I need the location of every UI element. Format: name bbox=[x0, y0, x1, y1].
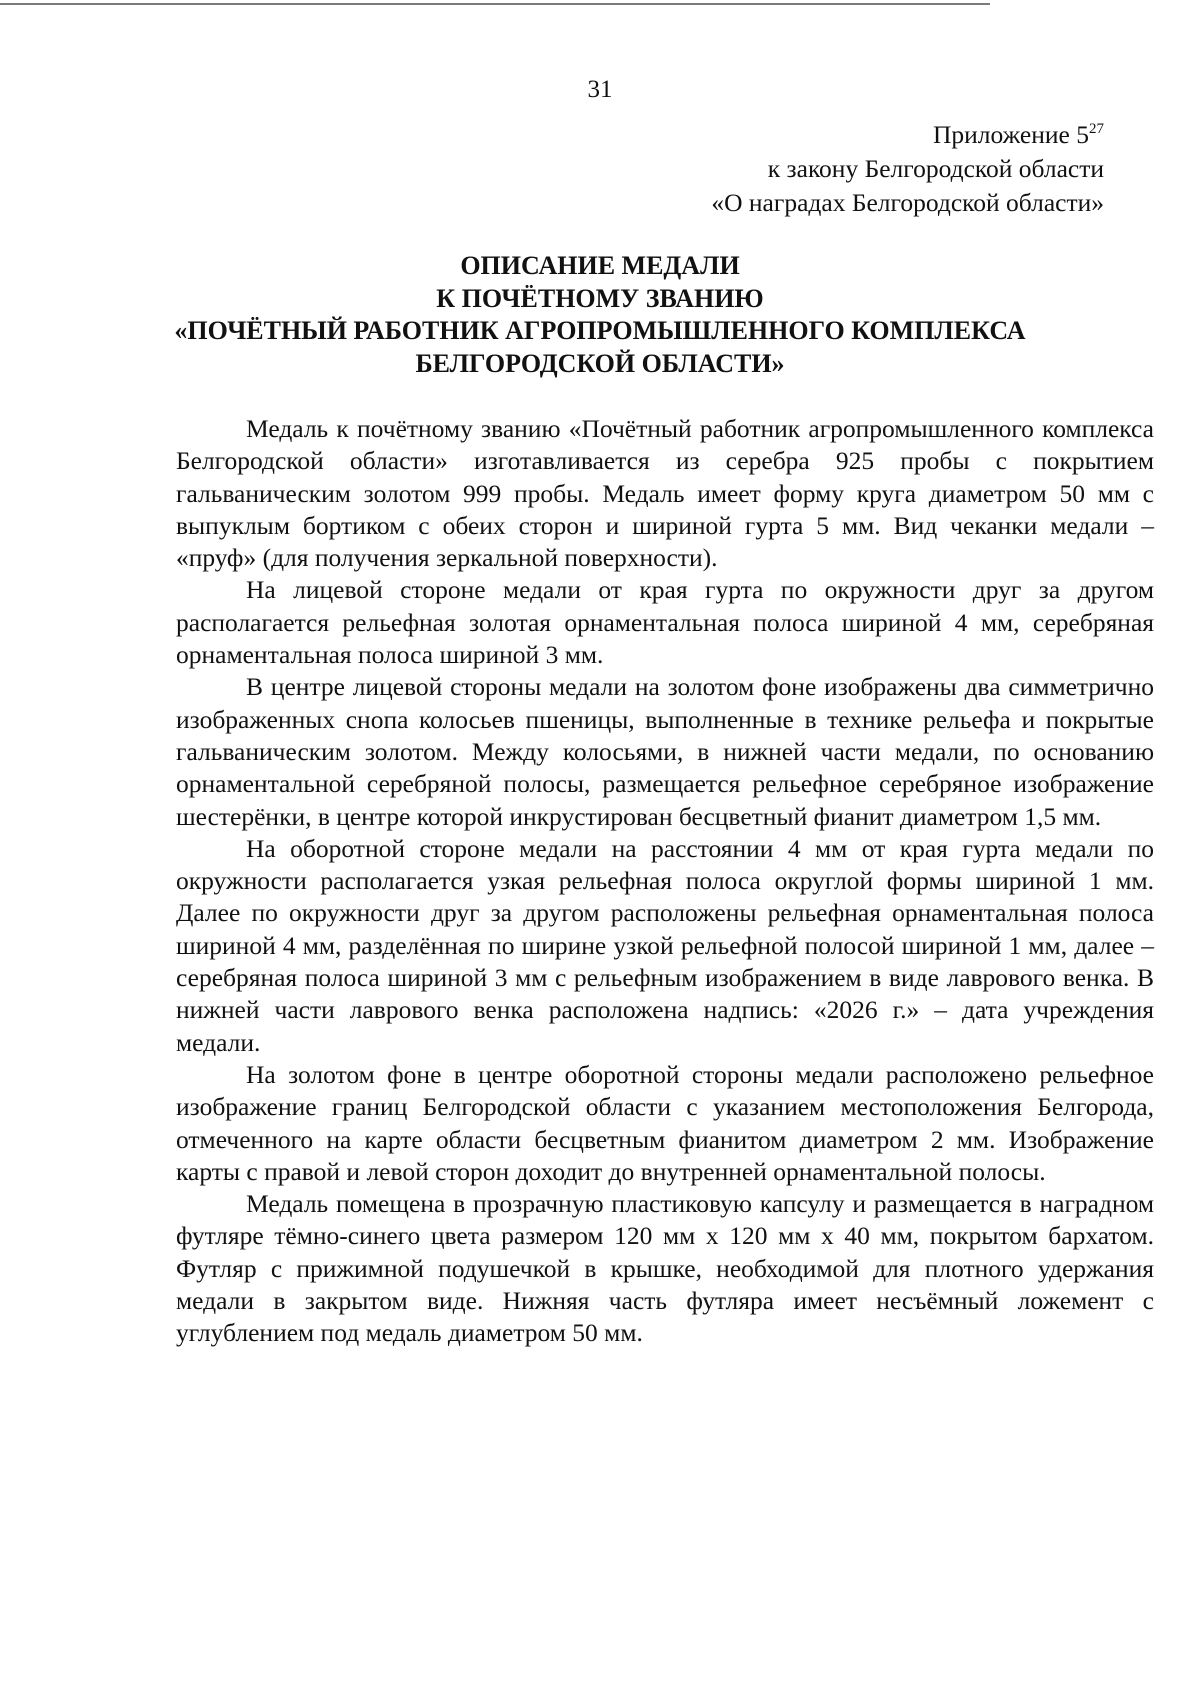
appendix-label: Приложение 5 bbox=[933, 120, 1089, 149]
document-body bbox=[176, 413, 1154, 1350]
scan-edge-line bbox=[0, 3, 990, 5]
paragraph-case: Медаль помещена в прозрачную пластиковую капсулу и размещается в наградном футляре тёмно-синего цвета размером 120 мм х 120 мм х 40 мм, покрытом бархатом. Футляр с прижимной подушечкой в крышке, необходимой для плотного удержания медали в закрытом виде. Нижняя часть футляра имеет несъёмный ложемент с углублением под медаль диаметром 50 мм. bbox=[176, 1189, 1154, 1348]
appendix-superscript: 27 bbox=[1089, 121, 1104, 137]
heading-line-4: БЕЛГОРОДСКОЙ ОБЛАСТИ» bbox=[415, 348, 785, 378]
paragraph-obverse-bands: На лицевой стороне медали от края гурта по окружности друг за другом располагается рельефная золотая орнаментальная полоса шириной 4 мм, серебряная орнаментальная полоса шириной 3 мм. bbox=[176, 575, 1154, 670]
paragraph-medal-material: Медаль к почётному званию «Почётный работник агропромышленного комплекса Белгородской области» изготавливается из серебра 925 пробы с покрытием гальваническим золотом 999 пробы. Медаль имеет форму круга диаметром 50 мм с выпуклым бортиком с обеих сторон и шириной гурта 5 мм. Вид чеканки медали – «пруф» (для получения зеркальной поверхности). bbox=[176, 414, 1154, 573]
appendix-law-title: «О наградах Белгородской области» bbox=[711, 188, 1104, 217]
paragraph-reverse-center: На золотом фоне в центре оборотной стороны медали расположено рельефное изображение границ Белгородской области с указанием местоположения Белгорода, отмеченного на карте области бесцветным фианитом диаметром 2 мм. Изображение карты с правой и левой сторон доходит до внутренней орнаментальной полосы. bbox=[176, 1059, 1154, 1186]
paragraph-obverse-center: В центре лицевой стороны медали на золотом фоне изображены два симметрично изображенных снопа колосьев пшеницы, выполненные в технике рельефа и покрытые гальваническим золотом. Между колосьями, в нижней части медали, по основанию орнаментальной серебряной полосы, размещается рельефное серебряное изображение шестерёнки, в центре которой инкрустирован бесцветный фианит диаметром 1,5 мм. bbox=[176, 672, 1154, 831]
page-number: 31 bbox=[587, 76, 613, 103]
appendix-label-line bbox=[711, 118, 1104, 152]
heading-line-1: ОПИСАНИЕ МЕДАЛИ bbox=[460, 251, 740, 280]
heading-line-3: «ПОЧЁТНЫЙ РАБОТНИК АГРОПРОМЫШЛЕННОГО КОМПЛЕКСА bbox=[174, 316, 1026, 345]
paragraph-reverse-bands: На оборотной стороне медали на расстоянии 4 мм от края гурта медали по окружности располагается узкая рельефная полоса округлой формы шириной 1 мм. Далее по окружности друг за другом расположены рельефная орнаментальная полоса шириной 4 мм, разделённая по ширине узкой рельефной полосой шириной 1 мм, далее – серебряная полоса шириной 3 мм с рельефным изображением в виде лаврового венка. В нижней части лаврового венка расположена надпись: «2026 г.» – дата учреждения медали. bbox=[176, 833, 1154, 1057]
appendix-reference bbox=[711, 118, 1104, 220]
document-heading bbox=[0, 250, 1200, 380]
heading-line-2: К ПОЧЁТНОМУ ЗВАНИЮ bbox=[436, 283, 764, 313]
appendix-law-line: к закону Белгородской области bbox=[767, 154, 1104, 183]
